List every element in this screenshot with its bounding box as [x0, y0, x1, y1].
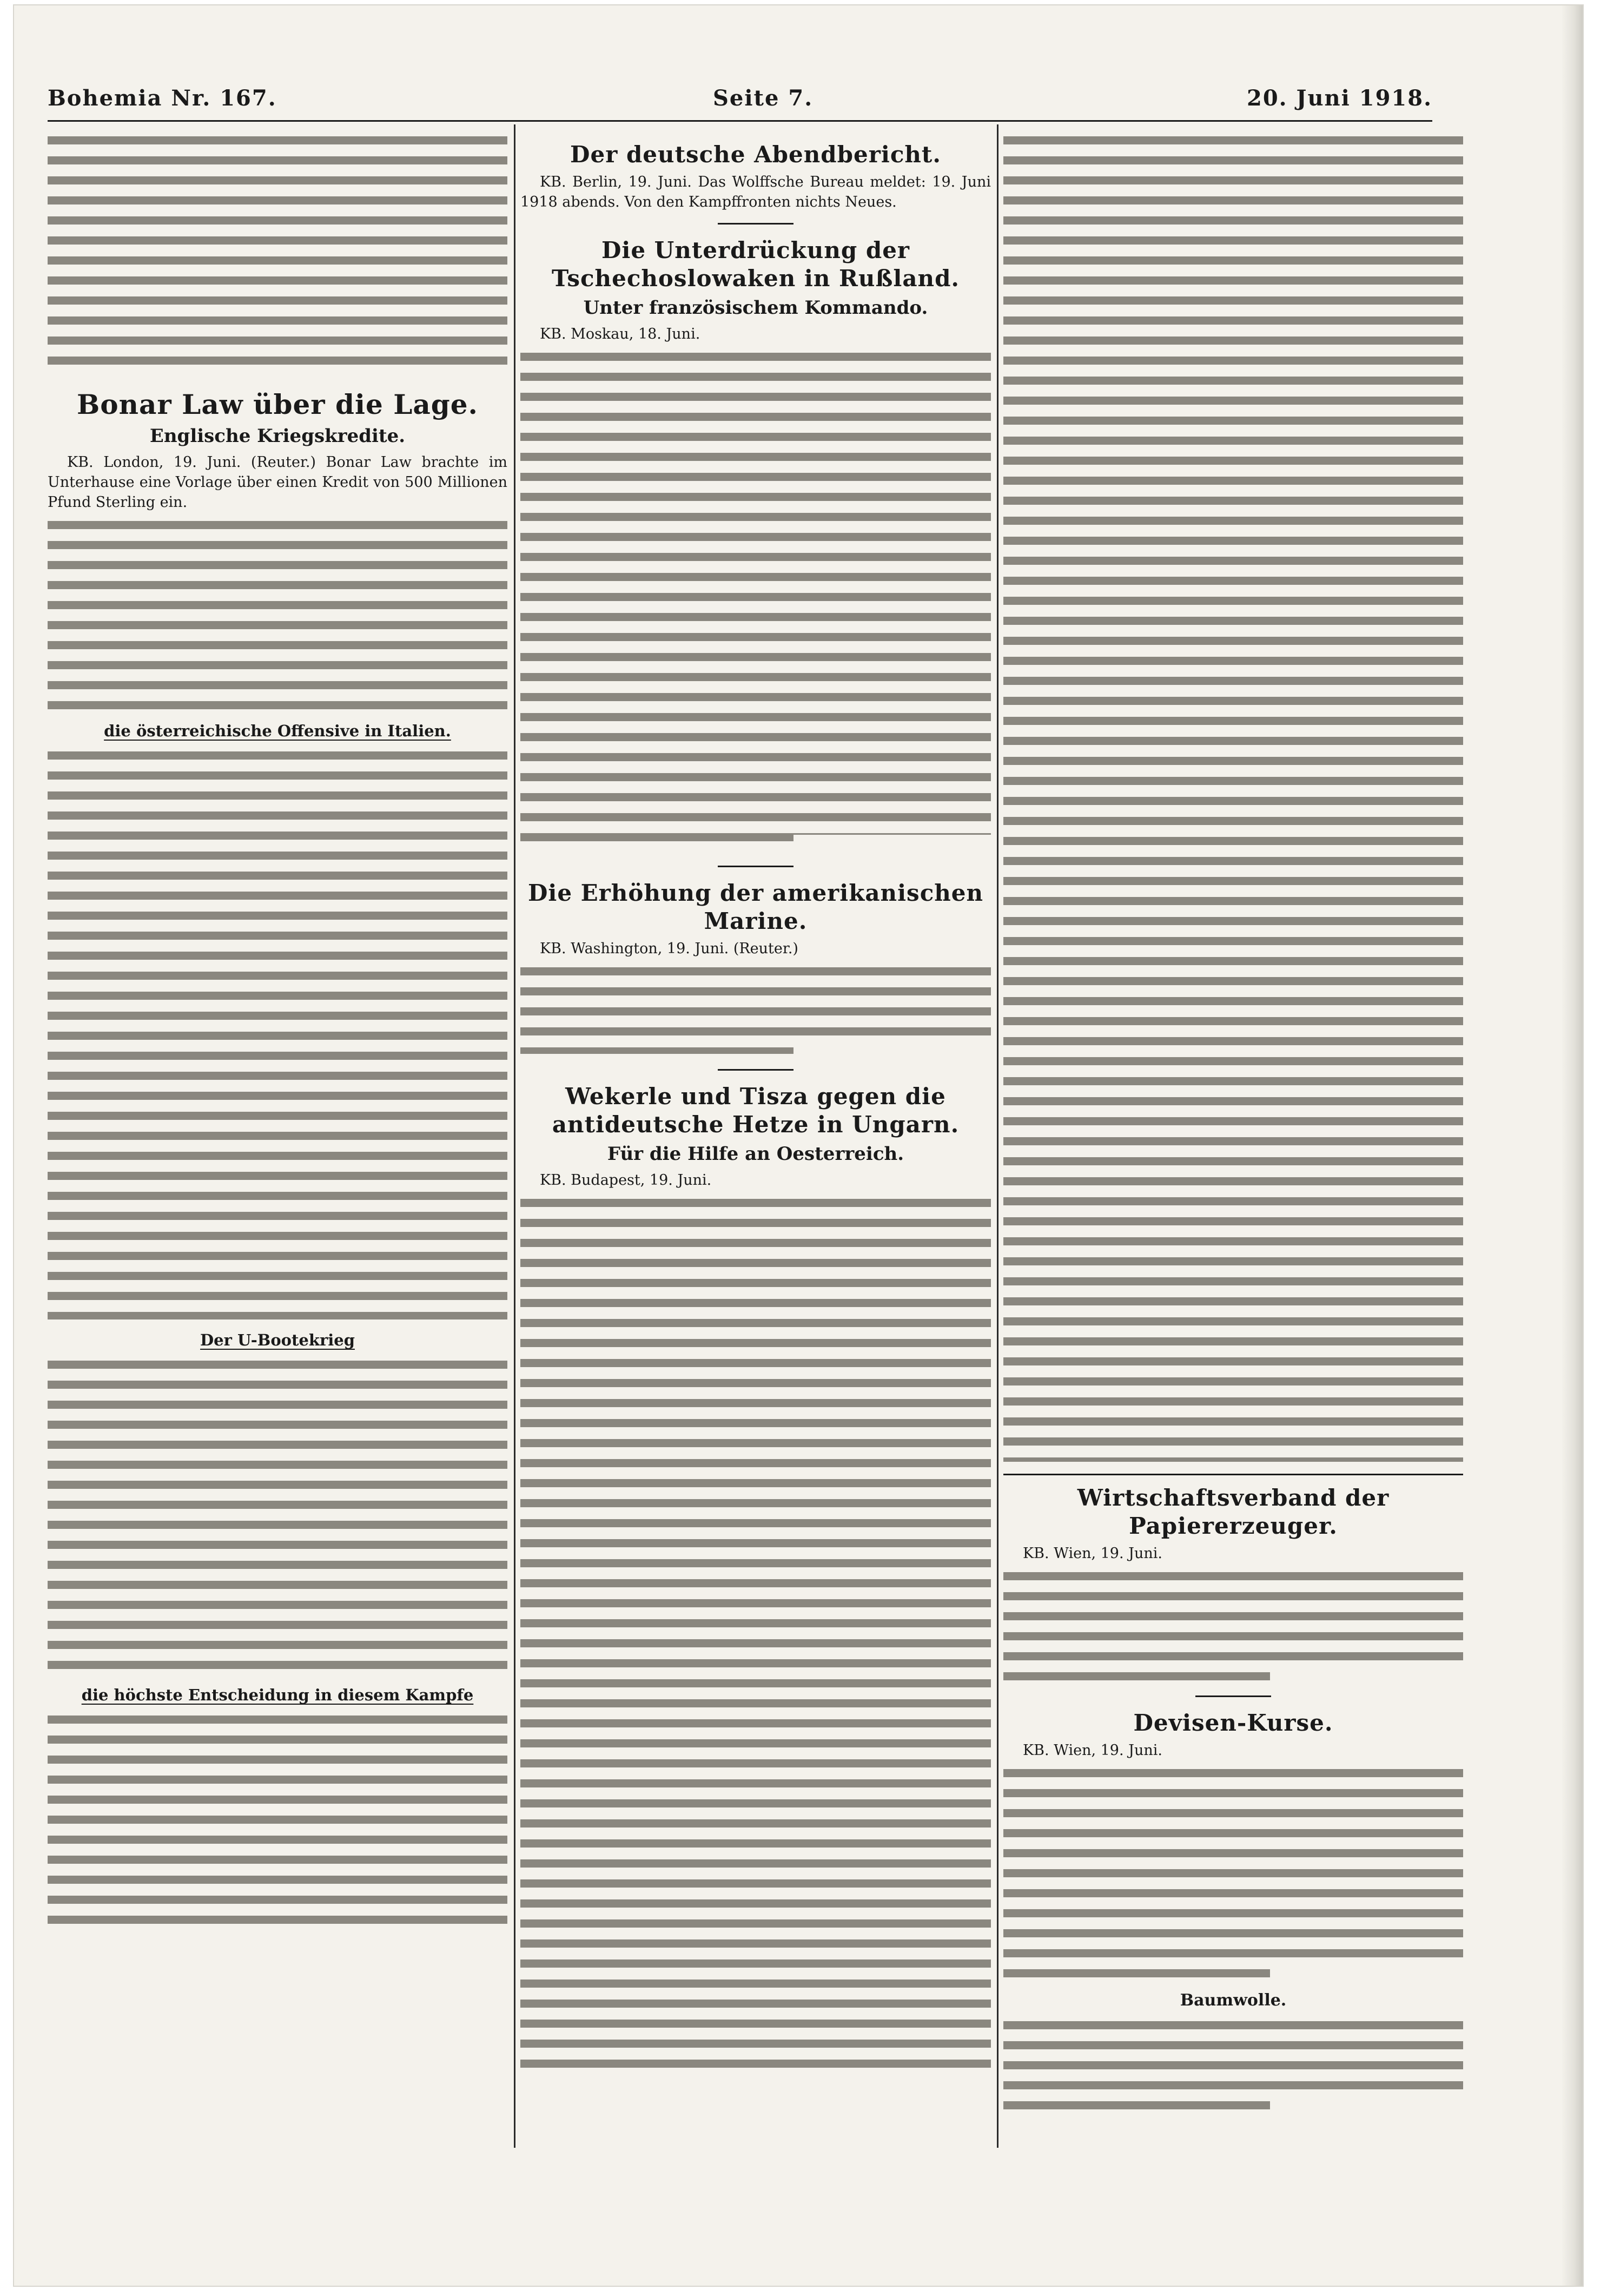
article-subtitle-kriegskredite: Englische Kriegskredite.: [149, 425, 406, 447]
article-body-text: [48, 745, 507, 1324]
article-separator: [718, 866, 793, 867]
article-title-devisen: Devisen-Kurse.: [1133, 1710, 1333, 1736]
article-title-wekerle-tisza: Wekerle und Tisza gegen die antideutsche Hetze in Ungarn.: [552, 1083, 960, 1138]
article-lead-tschechoslowaken: KB. Moskau, 18. Juni.: [540, 326, 700, 342]
article-continuation-text: [48, 130, 507, 375]
column-1: [48, 130, 507, 1936]
article-lead-papiererzeuger: KB. Wien, 19. Juni.: [1023, 1545, 1162, 1562]
article-title-abendbericht: Der deutsche Abendbericht.: [570, 141, 941, 168]
article-separator: [718, 223, 793, 225]
article-lead-abendbericht: KB. Berlin, 19. Juni. Das Wolffsche Bureau meldet: 19. Juni 1918 abends. Von den Kampffronten nichts Neues.: [520, 174, 991, 210]
column-2: [520, 130, 991, 2080]
article-body-text: [520, 1192, 991, 2080]
page-header: [48, 80, 1432, 118]
article-separator: [1003, 1474, 1463, 1475]
section-heading-offensive: die österreichische Offensive in Italien.: [104, 722, 451, 740]
article-separator: [1195, 1695, 1271, 1697]
header-rule: [48, 120, 1432, 122]
article-lead-bonar-law: KB. London, 19. Juni. (Reuter.) Bonar Law brachte im Unterhause eine Vorlage über einen Kredit von 500 Millionen Pfund Sterling ein.: [48, 454, 507, 511]
article-continuation-text: [1003, 130, 1463, 1466]
article-body-text: [1003, 1566, 1463, 1685]
column-3: [1003, 130, 1463, 2117]
section-heading-u-boot: Der U-Bootekrieg: [200, 1331, 355, 1349]
article-title-tschechoslowaken: Die Unterdrückung der Tschechoslowaken in Rußland.: [551, 237, 960, 292]
column-divider-2: [997, 124, 998, 2148]
article-title-papiererzeuger: Wirtschaftsverband der Papiererzeuger.: [1077, 1485, 1390, 1539]
article-lead-marine: KB. Washington, 19. Juni. (Reuter.): [540, 940, 798, 957]
article-title-bonar-law: Bonar Law über die Lage.: [77, 388, 478, 420]
page-binding-shadow: [1561, 5, 1583, 2286]
article-body-text: [520, 961, 991, 1058]
article-body-text: [48, 1354, 507, 1679]
article-body-text: [48, 514, 507, 715]
article-body-text: [48, 1709, 507, 1936]
section-heading-entscheidung: die höchste Entscheidung in diesem Kampfe: [81, 1686, 474, 1704]
article-lead-devisen: KB. Wien, 19. Juni.: [1023, 1742, 1162, 1759]
exchange-rates-text: [1003, 1763, 1463, 1984]
article-lead-wekerle-tisza: KB. Budapest, 19. Juni.: [540, 1172, 712, 1189]
column-divider-1: [514, 124, 515, 2148]
article-title-baumwolle: Baumwolle.: [1180, 1991, 1287, 2010]
article-subtitle-kommando: Unter französischem Kommando.: [583, 297, 928, 319]
header-page-number: Seite 7.: [713, 85, 814, 111]
article-subtitle-hilfe: Für die Hilfe an Oesterreich.: [607, 1143, 904, 1165]
header-date: 20. Juni 1918.: [1247, 85, 1432, 111]
article-body-text: [520, 346, 991, 855]
cotton-prices-text: [1003, 2015, 1463, 2117]
header-publication: Bohemia Nr. 167.: [48, 85, 277, 111]
article-separator: [718, 1069, 793, 1071]
article-title-marine: Die Erhöhung der amerikanischen Marine.: [527, 880, 984, 934]
